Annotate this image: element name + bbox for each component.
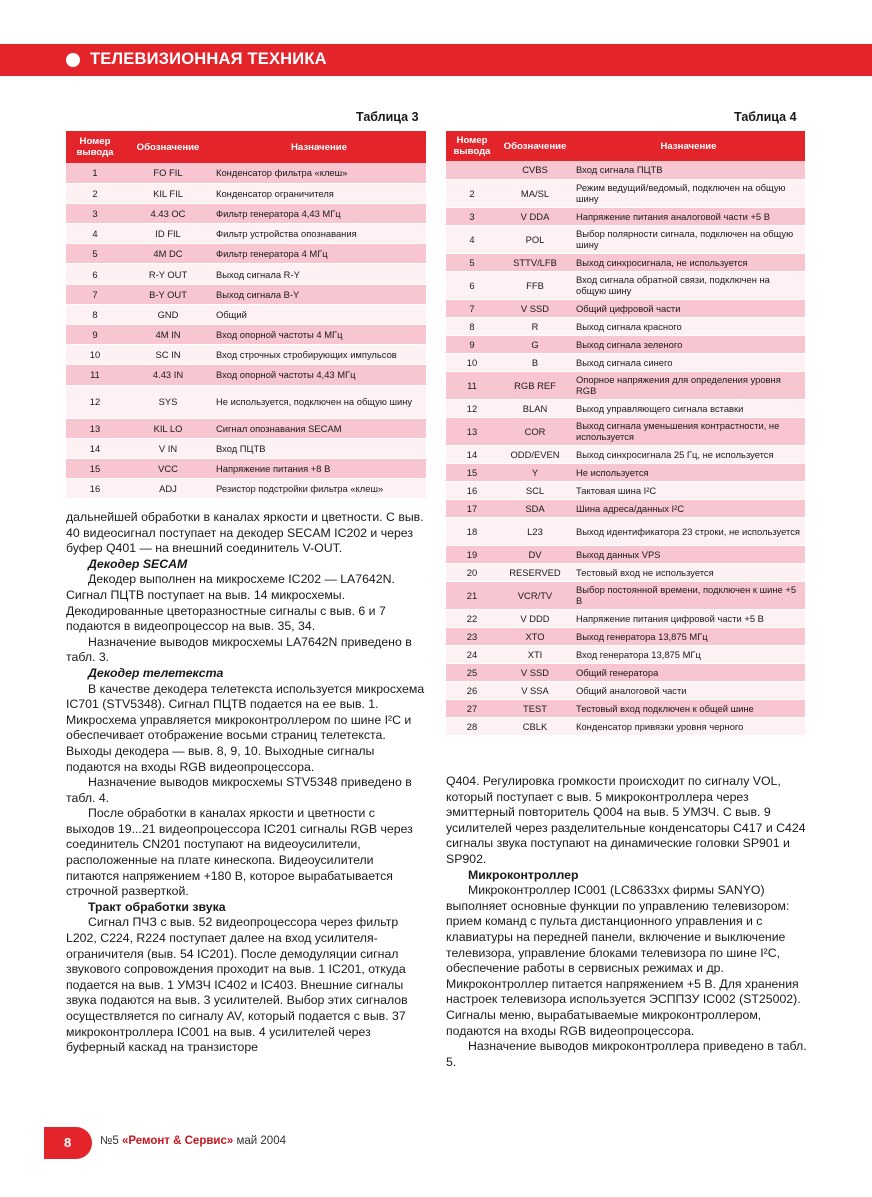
cell-pin: 5 bbox=[446, 253, 498, 271]
cell-purpose: Опорное напряжения для определения уровня RGB bbox=[572, 371, 805, 399]
table-row bbox=[446, 271, 805, 299]
table-row bbox=[446, 481, 805, 499]
table-row bbox=[446, 517, 805, 545]
footer-credit bbox=[100, 1135, 286, 1147]
table-row bbox=[446, 317, 805, 335]
cell-designation: V DDD bbox=[498, 609, 572, 627]
cell-designation: TEST bbox=[498, 699, 572, 717]
cell-designation: SYS bbox=[124, 385, 212, 418]
cell-pin: 15 bbox=[66, 458, 124, 478]
table-row bbox=[446, 563, 805, 581]
cell-purpose: Напряжение питания цифровой части +5 В bbox=[572, 609, 805, 627]
cell-purpose: Выход сигнала уменьшения контрастности, не используется bbox=[572, 417, 805, 445]
cell-pin: 22 bbox=[446, 609, 498, 627]
body-column-left bbox=[66, 510, 426, 1056]
cell-pin: 2 bbox=[66, 183, 124, 203]
cell-designation: L23 bbox=[498, 517, 572, 545]
cell-pin: 23 bbox=[446, 627, 498, 645]
cell-designation: KIL FIL bbox=[124, 183, 212, 203]
cell-designation: V SSA bbox=[498, 681, 572, 699]
subheading: Микроконтроллер bbox=[468, 867, 579, 882]
cell-designation: R bbox=[498, 317, 572, 335]
cell-designation: XTI bbox=[498, 645, 572, 663]
body-column-right bbox=[446, 774, 808, 1070]
table-row bbox=[66, 438, 426, 458]
table-row bbox=[446, 699, 805, 717]
cell-purpose: Выход сигнала B-Y bbox=[212, 284, 426, 304]
cell-designation: SCL bbox=[498, 481, 572, 499]
cell-pin: 10 bbox=[66, 345, 124, 365]
cell-pin: 9 bbox=[446, 335, 498, 353]
cell-designation: MA/SL bbox=[498, 179, 572, 207]
cell-purpose: Вход сигнала ПЦТВ bbox=[572, 161, 805, 179]
table-row bbox=[66, 244, 426, 264]
cell-purpose: Конденсатор ограничителя bbox=[212, 183, 426, 203]
table-row bbox=[446, 399, 805, 417]
cell-designation: COR bbox=[498, 417, 572, 445]
cell-purpose: Общий цифровой части bbox=[572, 299, 805, 317]
paragraph: Назначение выводов микросхемы STV5348 приведено в табл. 4. bbox=[66, 775, 412, 805]
table-row bbox=[446, 299, 805, 317]
cell-pin: 15 bbox=[446, 463, 498, 481]
table-row bbox=[446, 499, 805, 517]
footer-issue: №5 bbox=[100, 1135, 119, 1147]
cell-purpose: Вход генератора 13,875 МГц bbox=[572, 645, 805, 663]
cell-purpose: Не используется bbox=[572, 463, 805, 481]
cell-designation: V SSD bbox=[498, 663, 572, 681]
cell-purpose: Тестовый вход не используется bbox=[572, 563, 805, 581]
cell-pin: 17 bbox=[446, 499, 498, 517]
cell-designation: V SSD bbox=[498, 299, 572, 317]
cell-purpose: Вход опорной частоты 4 МГц bbox=[212, 325, 426, 345]
cell-purpose: Тестовый вход подключен к общей шине bbox=[572, 699, 805, 717]
cell-pin: 16 bbox=[66, 479, 124, 499]
table3-header-row bbox=[66, 131, 426, 163]
table-row bbox=[66, 365, 426, 385]
subheading: Декодер SECAM bbox=[88, 556, 188, 571]
table-row bbox=[66, 203, 426, 223]
cell-purpose: Режим ведущий/ведомый, подключен на общую шину bbox=[572, 179, 805, 207]
cell-designation: CBLK bbox=[498, 717, 572, 735]
cell-designation: FO FIL bbox=[124, 163, 212, 183]
table-row bbox=[446, 179, 805, 207]
cell-designation: GND bbox=[124, 304, 212, 324]
table-row bbox=[66, 325, 426, 345]
cell-pin: 21 bbox=[446, 581, 498, 609]
table4-header-purpose: Назначение bbox=[572, 131, 805, 161]
cell-designation: 4.43 OC bbox=[124, 203, 212, 223]
cell-designation: Y bbox=[498, 463, 572, 481]
cell-designation: FFB bbox=[498, 271, 572, 299]
bullet-icon bbox=[66, 53, 80, 67]
cell-pin: 4 bbox=[446, 225, 498, 253]
cell-pin: 25 bbox=[446, 663, 498, 681]
table3-caption: Таблица 3 bbox=[356, 110, 419, 124]
table-row bbox=[66, 458, 426, 478]
table-row bbox=[446, 161, 805, 179]
cell-designation: G bbox=[498, 335, 572, 353]
paragraph: Сигнал ПЧЗ с выв. 52 видеопроцессора через фильтр L202, C224, R224 поступает далее на вход усилителя-ограничителя (выв. 54 IC201). После демодуляции сигнал звукового сопровождения проходит на выв. 1 IC201, откуда подается на выв. 1 УМЗЧ IC402 и IC403. Внешние сигналы звука подаются на выв. 3 усилителей. Выбор этих сигналов осуществляется по сигналу AV, который подается с выв. 37 микроконтроллера IC001 на выв. 4 усилителей через буферный каскад на транзисторе bbox=[66, 915, 408, 1055]
table-row bbox=[66, 183, 426, 203]
cell-designation: ADJ bbox=[124, 479, 212, 499]
paragraph: Назначение выводов микроконтроллера приведено в табл. 5. bbox=[446, 1039, 807, 1069]
cell-designation: 4.43 IN bbox=[124, 365, 212, 385]
cell-purpose: Выход генератора 13,875 МГц bbox=[572, 627, 805, 645]
cell-purpose: Выход сигнала R-Y bbox=[212, 264, 426, 284]
paragraph: После обработки в каналах яркости и цветности с выходов 19...21 видеопроцессора IC201 сигналы RGB через соединитель CN201 поступают на видеоусилители, расположенные на плате кинескопа. Видеоусилители питаются напряжением +180 В, которое вырабатывается строчной разверткой. bbox=[66, 806, 413, 899]
table-row bbox=[66, 385, 426, 418]
cell-pin: 27 bbox=[446, 699, 498, 717]
cell-pin: 24 bbox=[446, 645, 498, 663]
table-row bbox=[446, 609, 805, 627]
table-row bbox=[446, 353, 805, 371]
table3-header-pin: Номер вывода bbox=[66, 131, 124, 163]
cell-purpose: Выход сигнала синего bbox=[572, 353, 805, 371]
paragraph: Q404. Регулировка громкости происходит по сигналу VOL, который поступает с выв. 5 микроконтроллера через эмиттерный повторитель Q004 на выв. 5 УМЗЧ. С выв. 9 усилителей через разделительные конденсаторы C417 и C424 сигналы звука поступают на динамические головки SP901 и SP902. bbox=[446, 774, 806, 866]
table-row bbox=[66, 284, 426, 304]
cell-pin: 16 bbox=[446, 481, 498, 499]
paragraph: Назначение выводов микросхемы LA7642N приведено в табл. 3. bbox=[66, 634, 412, 665]
cell-pin: 12 bbox=[66, 385, 124, 418]
cell-purpose: Общий bbox=[212, 304, 426, 324]
cell-purpose: Выход идентификатора 23 строки, не используется bbox=[572, 517, 805, 545]
cell-pin: 10 bbox=[446, 353, 498, 371]
cell-purpose: Шина адреса/данных I²C bbox=[572, 499, 805, 517]
table4-header-pin: Номер вывода bbox=[446, 131, 498, 161]
table-row bbox=[446, 681, 805, 699]
cell-purpose: Фильтр генератора 4,43 МГц bbox=[212, 203, 426, 223]
section-header-bar bbox=[0, 44, 872, 76]
table4-header-designation: Обозначение bbox=[498, 131, 572, 161]
cell-designation: ID FIL bbox=[124, 224, 212, 244]
cell-pin: 26 bbox=[446, 681, 498, 699]
table-row bbox=[66, 224, 426, 244]
table-row bbox=[446, 445, 805, 463]
cell-designation: SDA bbox=[498, 499, 572, 517]
paragraph: Декодер выполнен на микросхеме IC202 — LA7642N. Сигнал ПЦТВ поступает на выв. 14 микросхемы. Декодированные цветоразностные сигналы с выв. 6 и 7 подаются в видеопроцессор на выв. 35, 34. bbox=[66, 572, 395, 634]
cell-purpose: Выбор постоянной времени, подключен к шине +5 В bbox=[572, 581, 805, 609]
cell-pin: 3 bbox=[446, 207, 498, 225]
paragraph: дальнейшей обработки в каналах яркости и цветности. С выв. 40 видеосигнал поступает на декодер SECAM IC202 и через буфер Q401 — на внешний соединитель V-OUT. bbox=[66, 510, 424, 556]
cell-purpose: Напряжение питания аналоговой части +5 В bbox=[572, 207, 805, 225]
subheading: Тракт обработки звука bbox=[88, 899, 226, 914]
cell-purpose: Общий аналоговой части bbox=[572, 681, 805, 699]
cell-pin: 7 bbox=[446, 299, 498, 317]
footer-date: май 2004 bbox=[236, 1135, 286, 1147]
cell-pin: 8 bbox=[446, 317, 498, 335]
cell-pin: 9 bbox=[66, 325, 124, 345]
cell-purpose: Вход ПЦТВ bbox=[212, 438, 426, 458]
table-row bbox=[446, 253, 805, 271]
cell-pin: 5 bbox=[66, 244, 124, 264]
cell-designation: BLAN bbox=[498, 399, 572, 417]
cell-pin: 12 bbox=[446, 399, 498, 417]
cell-designation: ODD/EVEN bbox=[498, 445, 572, 463]
table-row bbox=[66, 479, 426, 499]
cell-purpose: Общий генератора bbox=[572, 663, 805, 681]
footer-magazine: «Ремонт & Сервис» bbox=[121, 1135, 234, 1147]
cell-designation: B bbox=[498, 353, 572, 371]
cell-purpose: Вход строчных стробирующих импульсов bbox=[212, 345, 426, 365]
cell-designation: SC IN bbox=[124, 345, 212, 365]
table-row bbox=[446, 627, 805, 645]
cell-designation: POL bbox=[498, 225, 572, 253]
table4 bbox=[446, 131, 805, 736]
cell-purpose: Не используется, подключен на общую шину bbox=[212, 385, 426, 418]
cell-purpose: Фильтр устройства опознавания bbox=[212, 224, 426, 244]
table-row bbox=[446, 335, 805, 353]
cell-designation: DV bbox=[498, 545, 572, 563]
table-row bbox=[446, 417, 805, 445]
cell-designation: V DDA bbox=[498, 207, 572, 225]
cell-purpose: Выход синхросигнала 25 Гц, не используется bbox=[572, 445, 805, 463]
cell-pin: 3 bbox=[66, 203, 124, 223]
cell-pin: 13 bbox=[66, 418, 124, 438]
page-number: 8 bbox=[64, 1135, 72, 1150]
cell-pin: 11 bbox=[66, 365, 124, 385]
cell-pin: 19 bbox=[446, 545, 498, 563]
cell-designation: VCC bbox=[124, 458, 212, 478]
table4-header-row bbox=[446, 131, 805, 161]
table-row bbox=[446, 717, 805, 735]
table3 bbox=[66, 131, 426, 499]
table-row bbox=[66, 264, 426, 284]
cell-designation: 4M DC bbox=[124, 244, 212, 264]
cell-purpose: Выход данных VPS bbox=[572, 545, 805, 563]
table-row bbox=[446, 207, 805, 225]
cell-purpose: Выбор полярности сигнала, подключен на общую шину bbox=[572, 225, 805, 253]
table-row bbox=[446, 463, 805, 481]
cell-designation: KIL LO bbox=[124, 418, 212, 438]
paragraph: Микроконтроллер IC001 (LC8633xx фирмы SANYO) выполняет основные функции по управлению телевизором: прием команд с пульта дистанционного управления и с клавиатуры на передней панели, включение и выключение телевизора, управление блоками телевизора по шине I²C, обеспечение работы в сервисных режимах и др. Микроконтроллер питается напряжением +5 В. Для хранения настроек телевизора используется ЭСППЗУ IC002 (ST25002). Сигналы меню, вырабатываемые микроконтроллером, подаются на входы RGB видеопроцессора. bbox=[446, 883, 801, 1038]
cell-pin: 18 bbox=[446, 517, 498, 545]
page-number-tab bbox=[44, 1127, 92, 1159]
table-row bbox=[446, 371, 805, 399]
cell-designation: XTO bbox=[498, 627, 572, 645]
cell-pin: 14 bbox=[446, 445, 498, 463]
cell-designation: RGB REF bbox=[498, 371, 572, 399]
cell-purpose: Вход сигнала обратной связи, подключен на общую шину bbox=[572, 271, 805, 299]
table-row bbox=[446, 663, 805, 681]
cell-designation: CVBS bbox=[498, 161, 572, 179]
subheading: Декодер телетекста bbox=[88, 665, 224, 680]
cell-designation: VCR/TV bbox=[498, 581, 572, 609]
cell-purpose: Конденсатор привязки уровня черного bbox=[572, 717, 805, 735]
cell-purpose: Конденсатор фильтра «клеш» bbox=[212, 163, 426, 183]
cell-pin: 2 bbox=[446, 179, 498, 207]
table-row bbox=[66, 345, 426, 365]
cell-pin: 4 bbox=[66, 224, 124, 244]
table-row bbox=[66, 418, 426, 438]
cell-designation: RESERVED bbox=[498, 563, 572, 581]
cell-designation: R-Y OUT bbox=[124, 264, 212, 284]
table-row bbox=[66, 163, 426, 183]
cell-pin bbox=[446, 161, 498, 179]
table-row bbox=[446, 645, 805, 663]
table-row bbox=[446, 581, 805, 609]
cell-designation: V IN bbox=[124, 438, 212, 458]
cell-designation: 4M IN bbox=[124, 325, 212, 345]
cell-pin: 13 bbox=[446, 417, 498, 445]
cell-purpose: Выход управляющего сигнала вставки bbox=[572, 399, 805, 417]
cell-purpose: Тактовая шина I²C bbox=[572, 481, 805, 499]
cell-pin: 1 bbox=[66, 163, 124, 183]
cell-pin: 28 bbox=[446, 717, 498, 735]
cell-purpose: Выход сигнала красного bbox=[572, 317, 805, 335]
cell-pin: 7 bbox=[66, 284, 124, 304]
cell-purpose: Сигнал опознавания SECAM bbox=[212, 418, 426, 438]
cell-pin: 6 bbox=[66, 264, 124, 284]
cell-pin: 6 bbox=[446, 271, 498, 299]
section-title: ТЕЛЕВИЗИОННАЯ ТЕХНИКА bbox=[90, 50, 327, 68]
cell-designation: B-Y OUT bbox=[124, 284, 212, 304]
table3-header-purpose: Назначение bbox=[212, 131, 426, 163]
cell-pin: 14 bbox=[66, 438, 124, 458]
cell-designation: STTV/LFB bbox=[498, 253, 572, 271]
paragraph: В качестве декодера телетекста используется микросхема IC701 (STV5348). Сигнал ПЦТВ подается на ее выв. 1. Микросхема управляется микроконтроллером по шине I²C и обеспечивает отображение восьми страниц телетекста. Выходы декодера — выв. 8, 9, 10. Выходные сигналы подаются на входы RGB видеопроцессора. bbox=[66, 681, 425, 774]
cell-purpose: Выход сигнала зеленого bbox=[572, 335, 805, 353]
cell-purpose: Резистор подстройки фильтра «клеш» bbox=[212, 479, 426, 499]
table3-header-designation: Обозначение bbox=[124, 131, 212, 163]
cell-purpose: Напряжение питания +8 В bbox=[212, 458, 426, 478]
table-row bbox=[446, 225, 805, 253]
cell-purpose: Вход опорной частоты 4,43 МГц bbox=[212, 365, 426, 385]
table-row bbox=[66, 304, 426, 324]
table4-caption: Таблица 4 bbox=[734, 110, 797, 124]
table-row bbox=[446, 545, 805, 563]
cell-purpose: Выход синхросигнала, не используется bbox=[572, 253, 805, 271]
cell-pin: 11 bbox=[446, 371, 498, 399]
cell-pin: 8 bbox=[66, 304, 124, 324]
cell-purpose: Фильтр генератора 4 МГц bbox=[212, 244, 426, 264]
cell-pin: 20 bbox=[446, 563, 498, 581]
